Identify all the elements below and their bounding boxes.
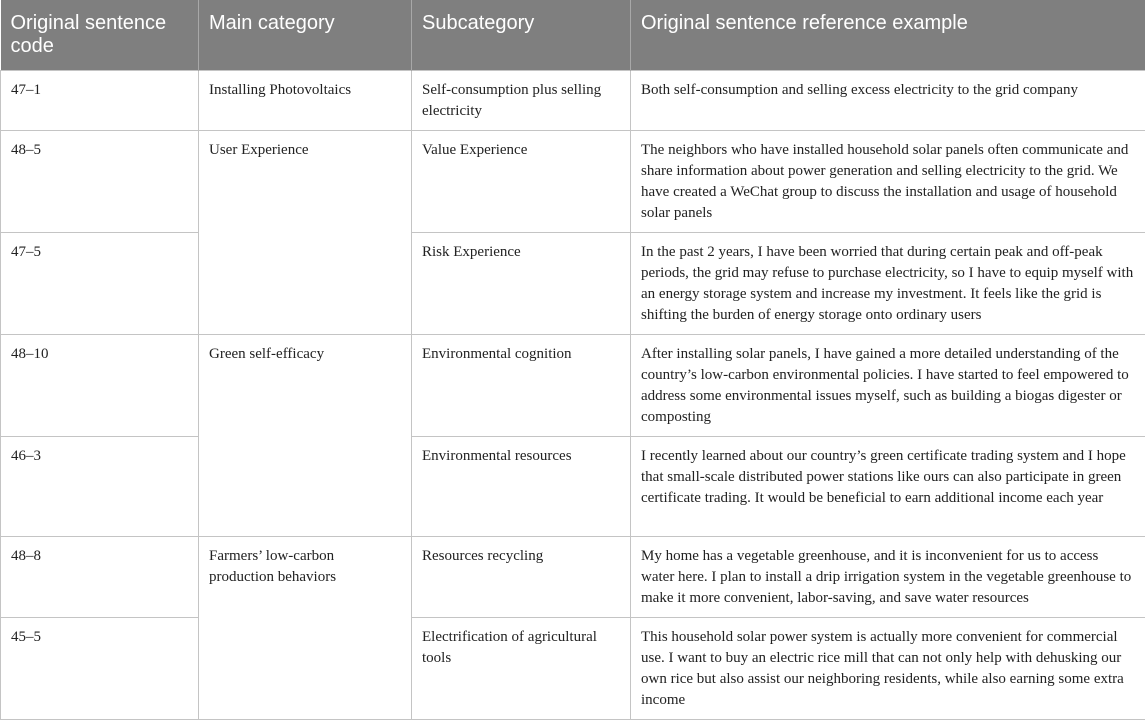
table-row [1, 437, 1145, 537]
cell-subcategory: Self-consumption plus selling electricity [412, 71, 631, 131]
cell-code: 47–5 [1, 233, 199, 335]
cell-example: After installing solar panels, I have gained a more detailed understanding of the country’s low-carbon environmental policies. I have started to feel empowered to address some environmental issues myself, such as building a biogas digester or composting [631, 335, 1145, 437]
cell-example: In the past 2 years, I have been worried that during certain peak and off-peak periods, the grid may refuse to purchase electricity, so I have to equip myself with an energy storage system and increase my investment. It feels like the grid is shifting the burden of energy storage onto ordinary users [631, 233, 1145, 335]
header-subcategory: Subcategory [412, 0, 631, 71]
cell-code: 48–5 [1, 131, 199, 233]
cell-example: I recently learned about our country’s green certificate trading system and I hope that small-scale distributed power stations like ours can also participate in green certificate trading. It would be beneficial to earn additional income each year [631, 437, 1145, 537]
cell-main-category: Installing Photovoltaics [199, 71, 412, 131]
cell-main-category: Green self-efficacy [199, 335, 412, 537]
table-row [1, 618, 1145, 720]
table-row [1, 233, 1145, 335]
header-main-category: Main category [199, 0, 412, 71]
cell-example: My home has a vegetable greenhouse, and it is inconvenient for us to access water here. I plan to install a drip irrigation system in the vegetable greenhouse to make it more convenient, labor-saving, and save water resources [631, 537, 1145, 618]
cell-main-category: Farmers’ low-carbon production behaviors [199, 537, 412, 720]
cell-code: 48–8 [1, 537, 199, 618]
table-row [1, 71, 1145, 131]
cell-code: 46–3 [1, 437, 199, 537]
table-row [1, 335, 1145, 437]
cell-example: The neighbors who have installed household solar panels often communicate and share information about power generation and selling electricity to the grid. We have created a WeChat group to discuss the installation and usage of household solar panels [631, 131, 1145, 233]
table-row [1, 537, 1145, 618]
header-example: Original sentence reference example [631, 0, 1145, 71]
header-code: Original sentence code [1, 0, 199, 71]
table-row [1, 131, 1145, 233]
cell-code: 48–10 [1, 335, 199, 437]
cell-code: 47–1 [1, 71, 199, 131]
cell-code: 45–5 [1, 618, 199, 720]
cell-subcategory: Environmental resources [412, 437, 631, 537]
cell-subcategory: Electrification of agricultural tools [412, 618, 631, 720]
header-row [1, 0, 1145, 71]
cell-subcategory: Resources recycling [412, 537, 631, 618]
cell-subcategory: Value Experience [412, 131, 631, 233]
cell-subcategory: Environmental cognition [412, 335, 631, 437]
cell-subcategory: Risk Experience [412, 233, 631, 335]
cell-example: Both self-consumption and selling excess electricity to the grid company [631, 71, 1145, 131]
cell-example: This household solar power system is actually more convenient for commercial use. I want to buy an electric rice mill that can not only help with dehusking our own rice but also assist our neighboring residents, while also earning some extra income [631, 618, 1145, 720]
cell-main-category: User Experience [199, 131, 412, 335]
